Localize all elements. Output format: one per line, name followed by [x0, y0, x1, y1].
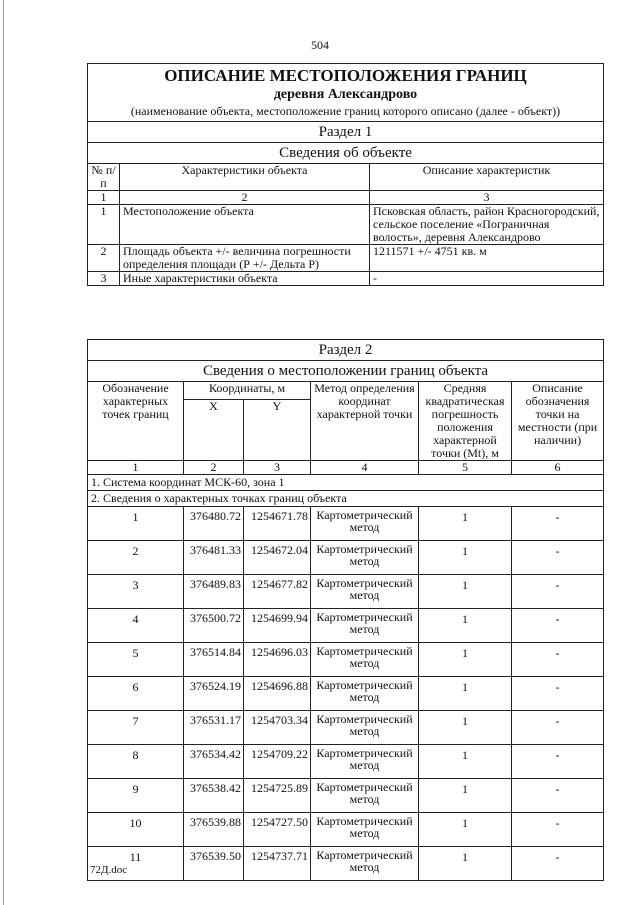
coordinate-system: 1. Система координат МСК-60, зона 1	[88, 475, 604, 491]
coordinate-y: 1254699.94	[244, 609, 311, 643]
table-row	[88, 541, 604, 575]
coordinate-y: 1254709.22	[244, 745, 311, 779]
point-description: -	[512, 711, 604, 745]
mean-square-error: 1	[419, 711, 512, 745]
table-row	[88, 847, 604, 881]
determination-method: Картометрический метод	[311, 507, 419, 541]
point-description: -	[512, 677, 604, 711]
table-row	[88, 677, 604, 711]
col-number: 4	[311, 461, 419, 475]
characteristic-value: -	[370, 272, 604, 286]
point-number: 7	[88, 711, 184, 745]
mean-square-error: 1	[419, 847, 512, 881]
col-number: 2	[184, 461, 244, 475]
determination-method: Картометрический метод	[311, 779, 419, 813]
determination-method: Картометрический метод	[311, 609, 419, 643]
table-row	[88, 205, 604, 245]
coordinate-x: 376531.17	[184, 711, 244, 745]
coordinate-x: 376538.42	[184, 779, 244, 813]
boundary-points-table	[87, 339, 604, 881]
coordinate-x: 376489.83	[184, 575, 244, 609]
table-row	[88, 745, 604, 779]
table-row	[88, 575, 604, 609]
table-row	[88, 272, 604, 286]
coordinate-x: 376539.50	[184, 847, 244, 881]
mean-square-error: 1	[419, 813, 512, 847]
coordinate-y: 1254671.78	[244, 507, 311, 541]
col-header-characteristic: Характеристики объекта	[120, 164, 370, 191]
characteristic-name: Площадь объекта +/- величина погрешности определения площади (Р +/- Дельта Р)	[120, 245, 370, 272]
point-number: 9	[88, 779, 184, 813]
table-row	[88, 245, 604, 272]
determination-method: Картометрический метод	[311, 745, 419, 779]
determination-method: Картометрический метод	[311, 847, 419, 881]
col-header-point: Обозначение характерных точек границ	[88, 382, 184, 461]
point-number: 8	[88, 745, 184, 779]
characteristic-name: Местоположение объекта	[120, 205, 370, 245]
determination-method: Картометрический метод	[311, 813, 419, 847]
col-number: 3	[370, 191, 604, 205]
coordinate-y: 1254696.88	[244, 677, 311, 711]
point-description: -	[512, 507, 604, 541]
coordinate-y: 1254737.71	[244, 847, 311, 881]
document-header	[88, 64, 604, 122]
col-header-number: № п/п	[88, 164, 120, 191]
coordinate-y: 1254703.34	[244, 711, 311, 745]
object-name-note: (наименование объекта, местоположение границ которого описано (далее - объект))	[130, 104, 561, 118]
page-number: 504	[311, 38, 329, 52]
object-info-table	[87, 63, 604, 286]
mean-square-error: 1	[419, 541, 512, 575]
characteristic-name: Иные характеристики объекта	[120, 272, 370, 286]
col-number: 1	[88, 461, 184, 475]
table-row	[88, 813, 604, 847]
section2-label: Раздел 2	[88, 340, 604, 361]
col-number: 3	[244, 461, 311, 475]
scan-edge-line	[3, 0, 4, 905]
point-description: -	[512, 779, 604, 813]
point-description: -	[512, 643, 604, 677]
points-list	[88, 507, 604, 881]
mean-square-error: 1	[419, 507, 512, 541]
col-header-coordinates: Координаты, м	[184, 382, 311, 400]
point-number: 3	[88, 575, 184, 609]
col-header-description: Описание обозначения точки на местности (при наличии)	[512, 382, 604, 461]
col-header-description: Описание характеристик	[370, 164, 604, 191]
coordinate-x: 376500.72	[184, 609, 244, 643]
determination-method: Картометрический метод	[311, 711, 419, 745]
point-number: 10	[88, 813, 184, 847]
coordinate-x: 376481.33	[184, 541, 244, 575]
determination-method: Картометрический метод	[311, 541, 419, 575]
section2-heading: Сведения о местоположении границ объекта	[88, 361, 604, 382]
point-number: 11	[88, 847, 184, 881]
point-number: 5	[88, 643, 184, 677]
table-row	[88, 609, 604, 643]
point-description: -	[512, 813, 604, 847]
table-row	[88, 779, 604, 813]
determination-method: Картометрический метод	[311, 677, 419, 711]
coordinate-x: 376524.19	[184, 677, 244, 711]
col-header-method: Метод определения координат характерной точки	[311, 382, 419, 461]
mean-square-error: 1	[419, 643, 512, 677]
point-description: -	[512, 541, 604, 575]
point-description: -	[512, 609, 604, 643]
point-number: 2	[88, 541, 184, 575]
mean-square-error: 1	[419, 745, 512, 779]
point-description: -	[512, 575, 604, 609]
mean-square-error: 1	[419, 575, 512, 609]
coordinate-y: 1254677.82	[244, 575, 311, 609]
characteristic-value: 1211571 +/- 4751 кв. м	[370, 245, 604, 272]
coordinate-y: 1254727.50	[244, 813, 311, 847]
points-caption: 2. Сведения о характерных точках границ объекта	[88, 491, 604, 507]
mean-square-error: 1	[419, 677, 512, 711]
coordinate-y: 1254725.89	[244, 779, 311, 813]
table-row	[88, 643, 604, 677]
col-number: 6	[512, 461, 604, 475]
point-number: 1	[88, 507, 184, 541]
coordinate-x: 376514.84	[184, 643, 244, 677]
point-number: 6	[88, 677, 184, 711]
col-header-y: Y	[244, 400, 311, 461]
col-number: 5	[419, 461, 512, 475]
document-title: ОПИСАНИЕ МЕСТОПОЛОЖЕНИЯ ГРАНИЦ	[164, 66, 527, 85]
point-number: 4	[88, 609, 184, 643]
row-number: 3	[88, 272, 120, 286]
coordinate-y: 1254696.03	[244, 643, 311, 677]
row-number: 1	[88, 205, 120, 245]
point-description: -	[512, 847, 604, 881]
file-name: 72Д.doc	[90, 864, 128, 876]
col-header-error: Средняя квадратическая погрешность положения характерной точки (Mt), м	[419, 382, 512, 461]
mean-square-error: 1	[419, 779, 512, 813]
col-number: 2	[120, 191, 370, 205]
table-row	[88, 711, 604, 745]
characteristic-value: Псковская область, район Красногородский, сельское поселение «Пограничная волость», деревня Александрово	[370, 205, 604, 245]
object-name: деревня Александрово	[273, 87, 418, 102]
table-row	[88, 507, 604, 541]
point-description: -	[512, 745, 604, 779]
col-header-x: X	[184, 400, 244, 461]
row-number: 2	[88, 245, 120, 272]
coordinate-x: 376480.72	[184, 507, 244, 541]
determination-method: Картометрический метод	[311, 643, 419, 677]
col-number: 1	[88, 191, 120, 205]
coordinate-x: 376534.42	[184, 745, 244, 779]
section1-label: Раздел 1	[88, 122, 604, 143]
mean-square-error: 1	[419, 609, 512, 643]
section1-heading: Сведения об объекте	[88, 143, 604, 164]
coordinate-y: 1254672.04	[244, 541, 311, 575]
coordinate-x: 376539.88	[184, 813, 244, 847]
determination-method: Картометрический метод	[311, 575, 419, 609]
